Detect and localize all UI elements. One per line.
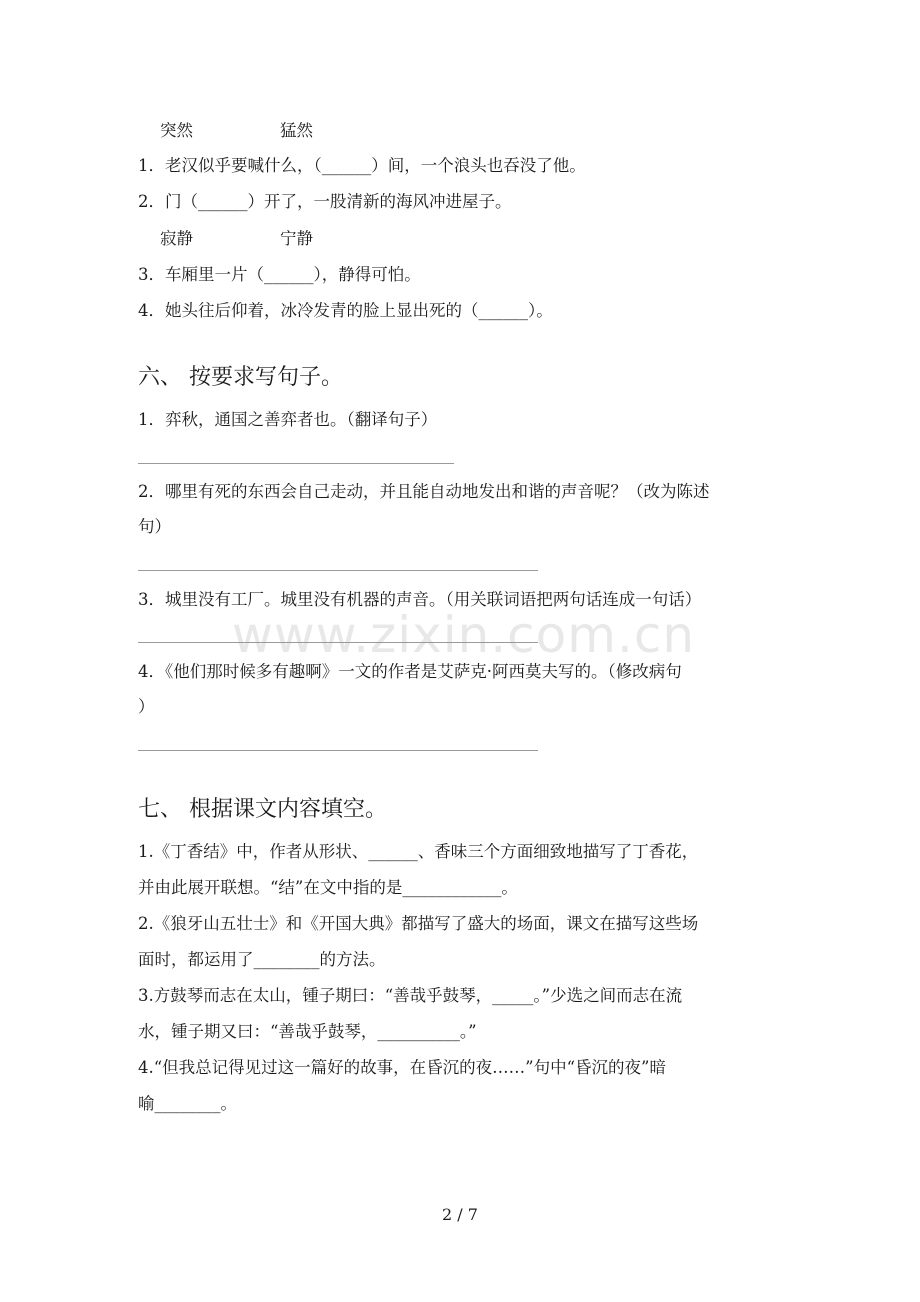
word-option-ning-jing: 宁静 xyxy=(280,229,313,248)
word-option-tu-ran: 突然 xyxy=(160,121,193,140)
s5-question-4: 4．她头往后仰着，冰冷发青的脸上显出死的（______）。 xyxy=(138,301,553,320)
s6-question-1: 1．弈秋，通国之善弈者也。（翻译句子） xyxy=(138,410,438,429)
section-6-title: 六、 按要求写句子。 xyxy=(138,365,343,390)
answer-line-1 xyxy=(138,463,454,464)
s5-question-1: 1．老汉似乎要喊什么，（______）间，一个浪头也吞没了他。 xyxy=(138,156,586,175)
section-7-title: 七、 根据课文内容填空。 xyxy=(138,797,387,822)
answer-line-4 xyxy=(138,750,538,751)
word-option-meng-ran: 猛然 xyxy=(280,121,313,140)
s6-question-4-line2: ） xyxy=(138,697,155,716)
s7-question-1-line1: 1.《丁香结》中，作者从形状、______、香味三个方面细致地描写了丁香花， xyxy=(138,842,699,861)
answer-line-2 xyxy=(138,570,538,571)
s6-question-2-line2: 句） xyxy=(138,517,171,536)
s5-question-3: 3．车厢里一片（______），静得可怕。 xyxy=(138,265,421,284)
s7-question-4-line1: 4.“但我总记得见过这一篇好的故事，在昏沉的夜……”句中“昏沉的夜”暗 xyxy=(138,1058,666,1077)
s7-question-2-line2: 面时，都运用了________的方法。 xyxy=(138,950,386,969)
s5-question-2: 2．门（______）开了，一股清新的海风冲进屋子。 xyxy=(138,192,512,211)
s7-question-2-line1: 2.《狼牙山五壮士》和《开国大典》都描写了盛大的场面，课文在描写这些场 xyxy=(138,914,699,933)
s6-question-2-line1: 2．哪里有死的东西会自己走动，并且能自动地发出和谐的声音呢？（改为陈述 xyxy=(138,482,710,501)
watermark: www.zixin.com.cn xyxy=(232,606,696,664)
s7-question-4-line2: 喻________。 xyxy=(138,1094,237,1113)
s6-question-3: 3．城里没有工厂。城里没有机器的声音。（用关联词语把两句话连成一句话） xyxy=(138,590,702,609)
s6-question-4-line1: 4．《他们那时候多有趣啊》一文的作者是艾萨克·阿西莫夫写的。（修改病句 xyxy=(138,662,682,681)
s7-question-3-line1: 3.方鼓琴而志在太山，锺子期曰：“善哉乎鼓琴，_____。”少选之间而志在流 xyxy=(138,986,683,1005)
word-option-ji-jing: 寂静 xyxy=(160,229,193,248)
s7-question-1-line2: 并由此展开联想。“结”在文中指的是____________。 xyxy=(138,878,518,897)
page-number: 2 / 7 xyxy=(442,1205,478,1224)
s7-question-3-line2: 水，锺子期又曰：“善哉乎鼓琴，__________。” xyxy=(138,1022,477,1041)
